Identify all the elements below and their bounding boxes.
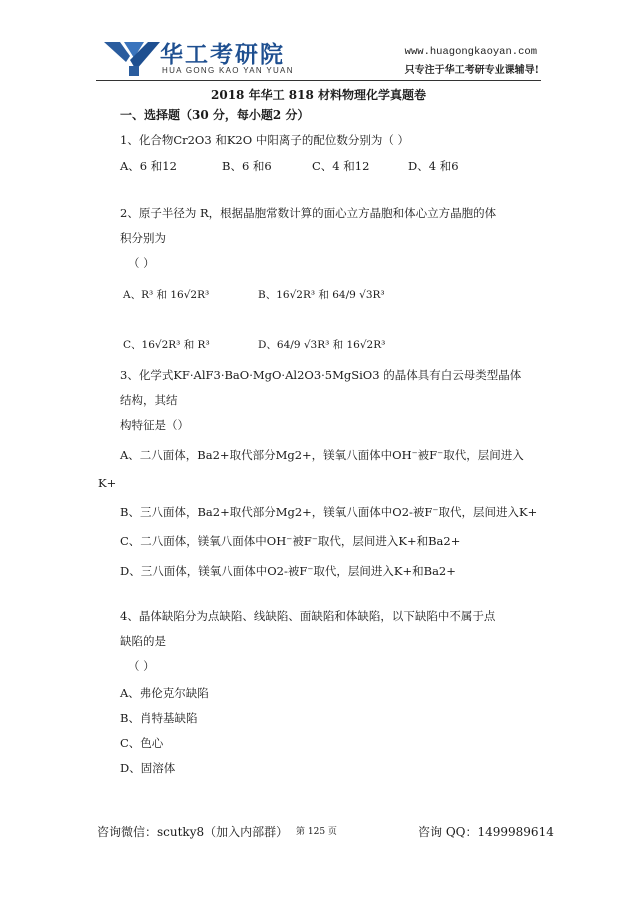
q2-option-d: D、64/9 √3R³ 和 16√2R³ [258,339,386,351]
footer-qq: 咨询 QQ：1499989614 [418,825,554,839]
footer-wechat: 咨询微信：scutky8（加入内部群） [97,825,289,839]
site-url: www.huagongkaoyan.com [404,46,537,58]
q3-option-c: C、二八面体，镁氧八面体中OH⁻被F⁻取代，层间进入K+和Ba2+ [120,534,461,548]
q1-stem: 1、化合物Cr2O3 和K2O 中阳离子的配位数分别为（ ） [120,133,409,147]
q2-stem-line2: 积分别为 [120,231,166,245]
q3-option-a-continued: K+ [98,476,117,490]
q3-stem-line1: 3、化学式KF·AlF3·BaO·MgO·Al2O3·5MgSiO3 的晶体具有白云母类型晶体 [120,368,522,382]
document-title: 2018 年华工 818 材料物理化学真题卷 [211,88,426,102]
q2-option-b: B、16√2R³ 和 64/9 √3R³ [258,289,385,301]
section-heading: 一、选择题（30 分，每小题2 分） [120,108,310,122]
q1-option-a: A、6 和12 [120,159,177,173]
q3-option-d: D、三八面体，镁氧八面体中O2-被F⁻取代，层间进入K+和Ba2+ [120,564,456,578]
q4-option-c: C、色心 [120,736,164,750]
header-divider [96,80,541,81]
page-number: 第 125 页 [296,827,337,837]
q4-stem-line1: 4、晶体缺陷分为点缺陷、线缺陷、面缺陷和体缺陷，以下缺陷中不属于点 [120,609,496,623]
q1-option-d: D、4 和6 [408,159,459,173]
q1-option-c: C、4 和12 [312,159,370,173]
q4-stem-line2: 缺陷的是 [120,634,166,648]
brand-subtitle: HUA GONG KAO YAN YUAN [162,66,294,75]
q3-stem-line2: 结构，其结 [120,393,178,407]
page-header [0,0,637,82]
q1-option-b: B、6 和6 [222,159,272,173]
q2-option-a: A、R³ 和 16√2R³ [123,289,210,301]
q3-stem-line3: 构特征是（） [120,418,189,432]
q4-option-d: D、固溶体 [120,761,176,775]
q2-answer-blank: （ ） [128,256,155,270]
q4-option-b: B、肖特基缺陷 [120,711,198,725]
q4-answer-blank: （ ） [128,659,155,673]
q2-option-c: C、16√2R³ 和 R³ [123,339,210,351]
q3-option-a: A、二八面体，Ba2+取代部分Mg2+，镁氧八面体中OH⁻被F⁻取代，层间进入 [120,448,524,462]
slogan: 只专注于华工考研专业课辅导! [404,65,539,76]
q3-option-b: B、三八面体，Ba2+取代部分Mg2+，镁氧八面体中O2-被F⁻取代，层间进入K+ [120,505,538,519]
brand-name: 华工考研院 [160,42,285,68]
q2-stem-line1: 2、原子半径为 R，根据晶胞常数计算的面心立方晶胞和体心立方晶胞的体 [120,206,497,220]
q4-option-a: A、弗伦克尔缺陷 [120,686,209,700]
